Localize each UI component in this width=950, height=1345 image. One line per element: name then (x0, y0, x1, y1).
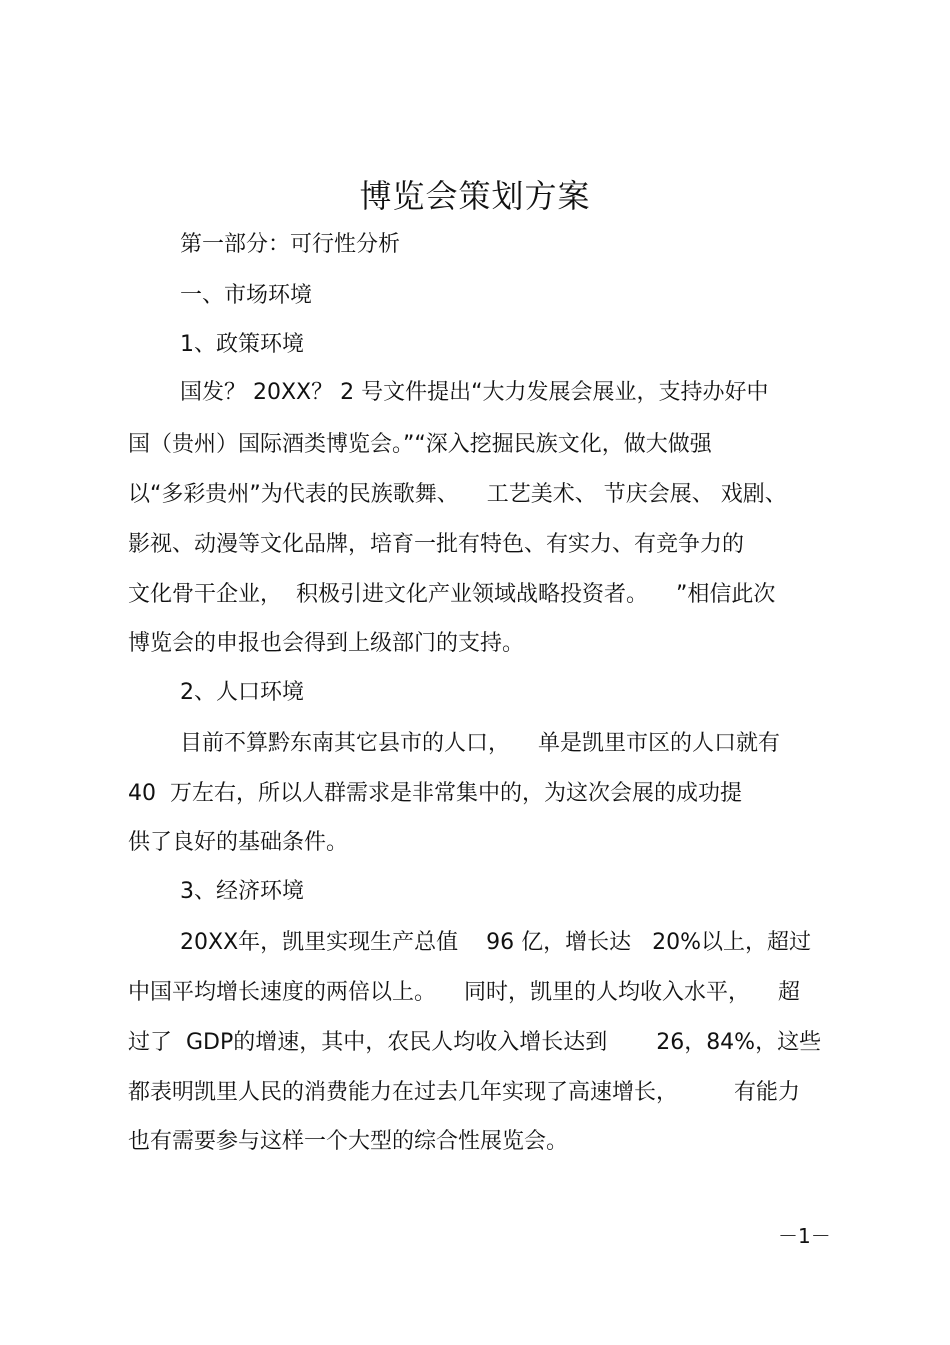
paragraph-line: 博览会的申报也会得到上级部门的支持。 (128, 631, 525, 656)
paragraph-line: 国（贵州）国际酒类博览会。”“深入挖掘民族文化，做大做强 (128, 432, 712, 457)
subsection-heading: 3、经济环境 (180, 879, 304, 904)
paragraph-line: 都表明凯里人民的消费能力在过去几年实现了高速增长， 有能力 (128, 1080, 800, 1105)
paragraph-line: 20XX年，凯里实现生产总值 96 亿，增长达 20%以上，超过 (180, 930, 811, 955)
section-heading: 第一部分：可行性分析 (180, 232, 401, 257)
paragraph-line: 40 万左右，所以人群需求是非常集中的，为这次会展的成功提 (128, 781, 742, 806)
paragraph-line: 也有需要参与这样一个大型的综合性展览会。 (128, 1129, 569, 1154)
subsection-heading: 一、市场环境 (180, 283, 313, 308)
page-number: －1－ (778, 1224, 831, 1248)
paragraph-line: 中国平均增长速度的两倍以上。 同时，凯里的人均收入水平， 超 (128, 980, 800, 1005)
paragraph-line: 目前不算黔东南其它县市的人口， 单是凯里市区的人口就有 (180, 731, 780, 756)
subsection-heading: 2、人口环境 (180, 680, 304, 705)
paragraph-line: 文化骨干企业， 积极引进文化产业领域战略投资者。 ”相信此次 (128, 582, 776, 607)
subsection-heading: 1、政策环境 (180, 332, 304, 357)
page-title: 博览会策划方案 (359, 177, 591, 215)
paragraph-line: 供了良好的基础条件。 (128, 830, 349, 855)
paragraph-line: 以“多彩贵州”为代表的民族歌舞、 工艺美术、 节庆会展、 戏剧、 (128, 482, 787, 507)
paragraph-line: 影视、动漫等文化品牌，培育一批有特色、有实力、有竞争力的 (128, 532, 745, 557)
paragraph-line: 国发？ 20XX？ 2 号文件提出“大力发展会展业，支持办好中 (180, 380, 769, 405)
paragraph-line: 过了 GDP的增速，其中，农民人均收入增长达到 26，84%，这些 (128, 1030, 822, 1055)
